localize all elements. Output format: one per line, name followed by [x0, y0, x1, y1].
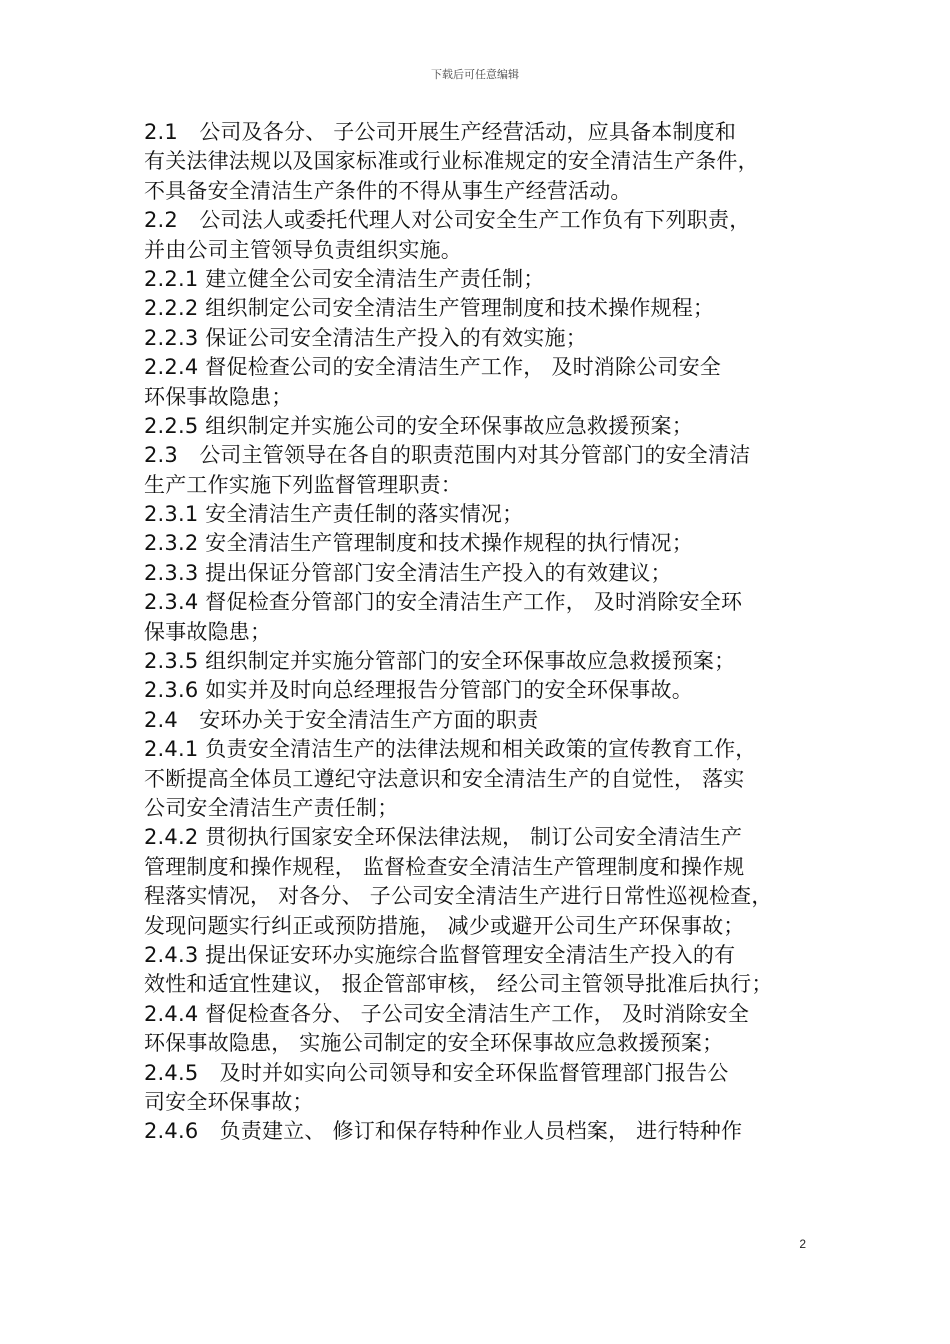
text-line: 2.4.6 负责建立、 修订和保存特种作业人员档案， 进行特种作 [144, 1119, 743, 1144]
text-line: 2.4.5 及时并如实向公司领导和安全环保监督管理部门报告公 [144, 1060, 729, 1085]
text-line: 有关法律法规以及国家标准或行业标准规定的安全清洁生产条件， [144, 149, 759, 174]
text-line: 2.3.4 督促检查分管部门的安全清洁生产工作， 及时消除安全环 [144, 590, 743, 615]
page-number: 2 [799, 1237, 806, 1251]
text-line: 不具备安全清洁生产条件的不得从事生产经营活动。 [144, 178, 632, 203]
text-line: 2.1 公司及各分、 子公司开展生产经营活动，应具备本制度和 [144, 120, 737, 144]
text-line: 2.4.3 提出保证安环办实施综合监督管理安全清洁生产投入的有 [144, 942, 736, 967]
text-line: 公司安全清洁生产责任制； [144, 795, 399, 820]
text-line: 2.2.4 督促检查公司的安全清洁生产工作， 及时消除公司安全 [144, 355, 721, 380]
text-line: 2.3.1 安全清洁生产责任制的落实情况； [144, 502, 524, 527]
text-line: 2.2.2 组织制定公司安全清洁生产管理制度和技术操作规程； [144, 296, 715, 321]
text-line: 2.2.1 建立健全公司安全清洁生产责任制； [144, 266, 545, 291]
text-line: 2.4.4 督促检查各分、 子公司安全清洁生产工作， 及时消除安全 [144, 1001, 750, 1026]
text-line: 2.2.5 组织制定并实施公司的安全环保事故应急救援预案； [144, 413, 693, 438]
text-line: 程落实情况， 对各分、 子公司安全清洁生产进行日常性巡视检查， [144, 884, 773, 909]
page-header: 下载后可任意编辑 [431, 68, 519, 81]
text-line: 2.4.2 贯彻执行国家安全环保法律法规， 制订公司安全清洁生产 [144, 825, 743, 850]
text-line: 发现问题实行纠正或预防措施， 减少或避开公司生产环保事故； [144, 913, 745, 938]
text-line: 环保事故隐患， 实施公司制定的安全环保事故应急救援预案； [144, 1031, 724, 1056]
text-line: 司安全环保事故； [144, 1089, 314, 1114]
text-line: 管理制度和操作规程， 监督检查安全清洁生产管理制度和操作规 [144, 854, 745, 879]
text-line: 效性和适宜性建议， 报企管部审核， 经公司主管领导批准后执行； [144, 972, 773, 997]
text-line: 2.3.6 如实并及时向总经理报告分管部门的安全环保事故。 [144, 678, 693, 703]
text-line: 2.3.2 安全清洁生产管理制度和技术操作规程的执行情况； [144, 531, 693, 556]
text-line: 2.4 安环办关于安全清洁生产方面的职责 [144, 707, 539, 732]
text-line: 并由公司主管领导负责组织实施。 [144, 237, 462, 262]
text-line: 2.3.3 提出保证分管部门安全清洁生产投入的有效建议； [144, 560, 672, 585]
text-line: 2.2.3 保证公司安全清洁生产投入的有效实施； [144, 325, 587, 350]
text-line: 环保事故隐患； [144, 384, 293, 409]
text-line: 生产工作实施下列监督管理职责： [144, 472, 462, 497]
text-line: 保事故隐患； [144, 619, 272, 644]
text-line: 2.3 公司主管领导在各自的职责范围内对其分管部门的安全清洁 [144, 443, 751, 468]
text-line: 2.4.1 负责安全清洁生产的法律法规和相关政策的宣传教育工作， [144, 737, 757, 762]
text-line: 不断提高全体员工遵纪守法意识和安全清洁生产的自觉性， 落实 [144, 766, 745, 791]
text-line: 2.2 公司法人或委托代理人对公司安全生产工作负有下列职责， [144, 208, 751, 233]
text-line: 2.3.5 组织制定并实施分管部门的安全环保事故应急救援预案； [144, 649, 736, 674]
document-body [144, 118, 824, 1147]
